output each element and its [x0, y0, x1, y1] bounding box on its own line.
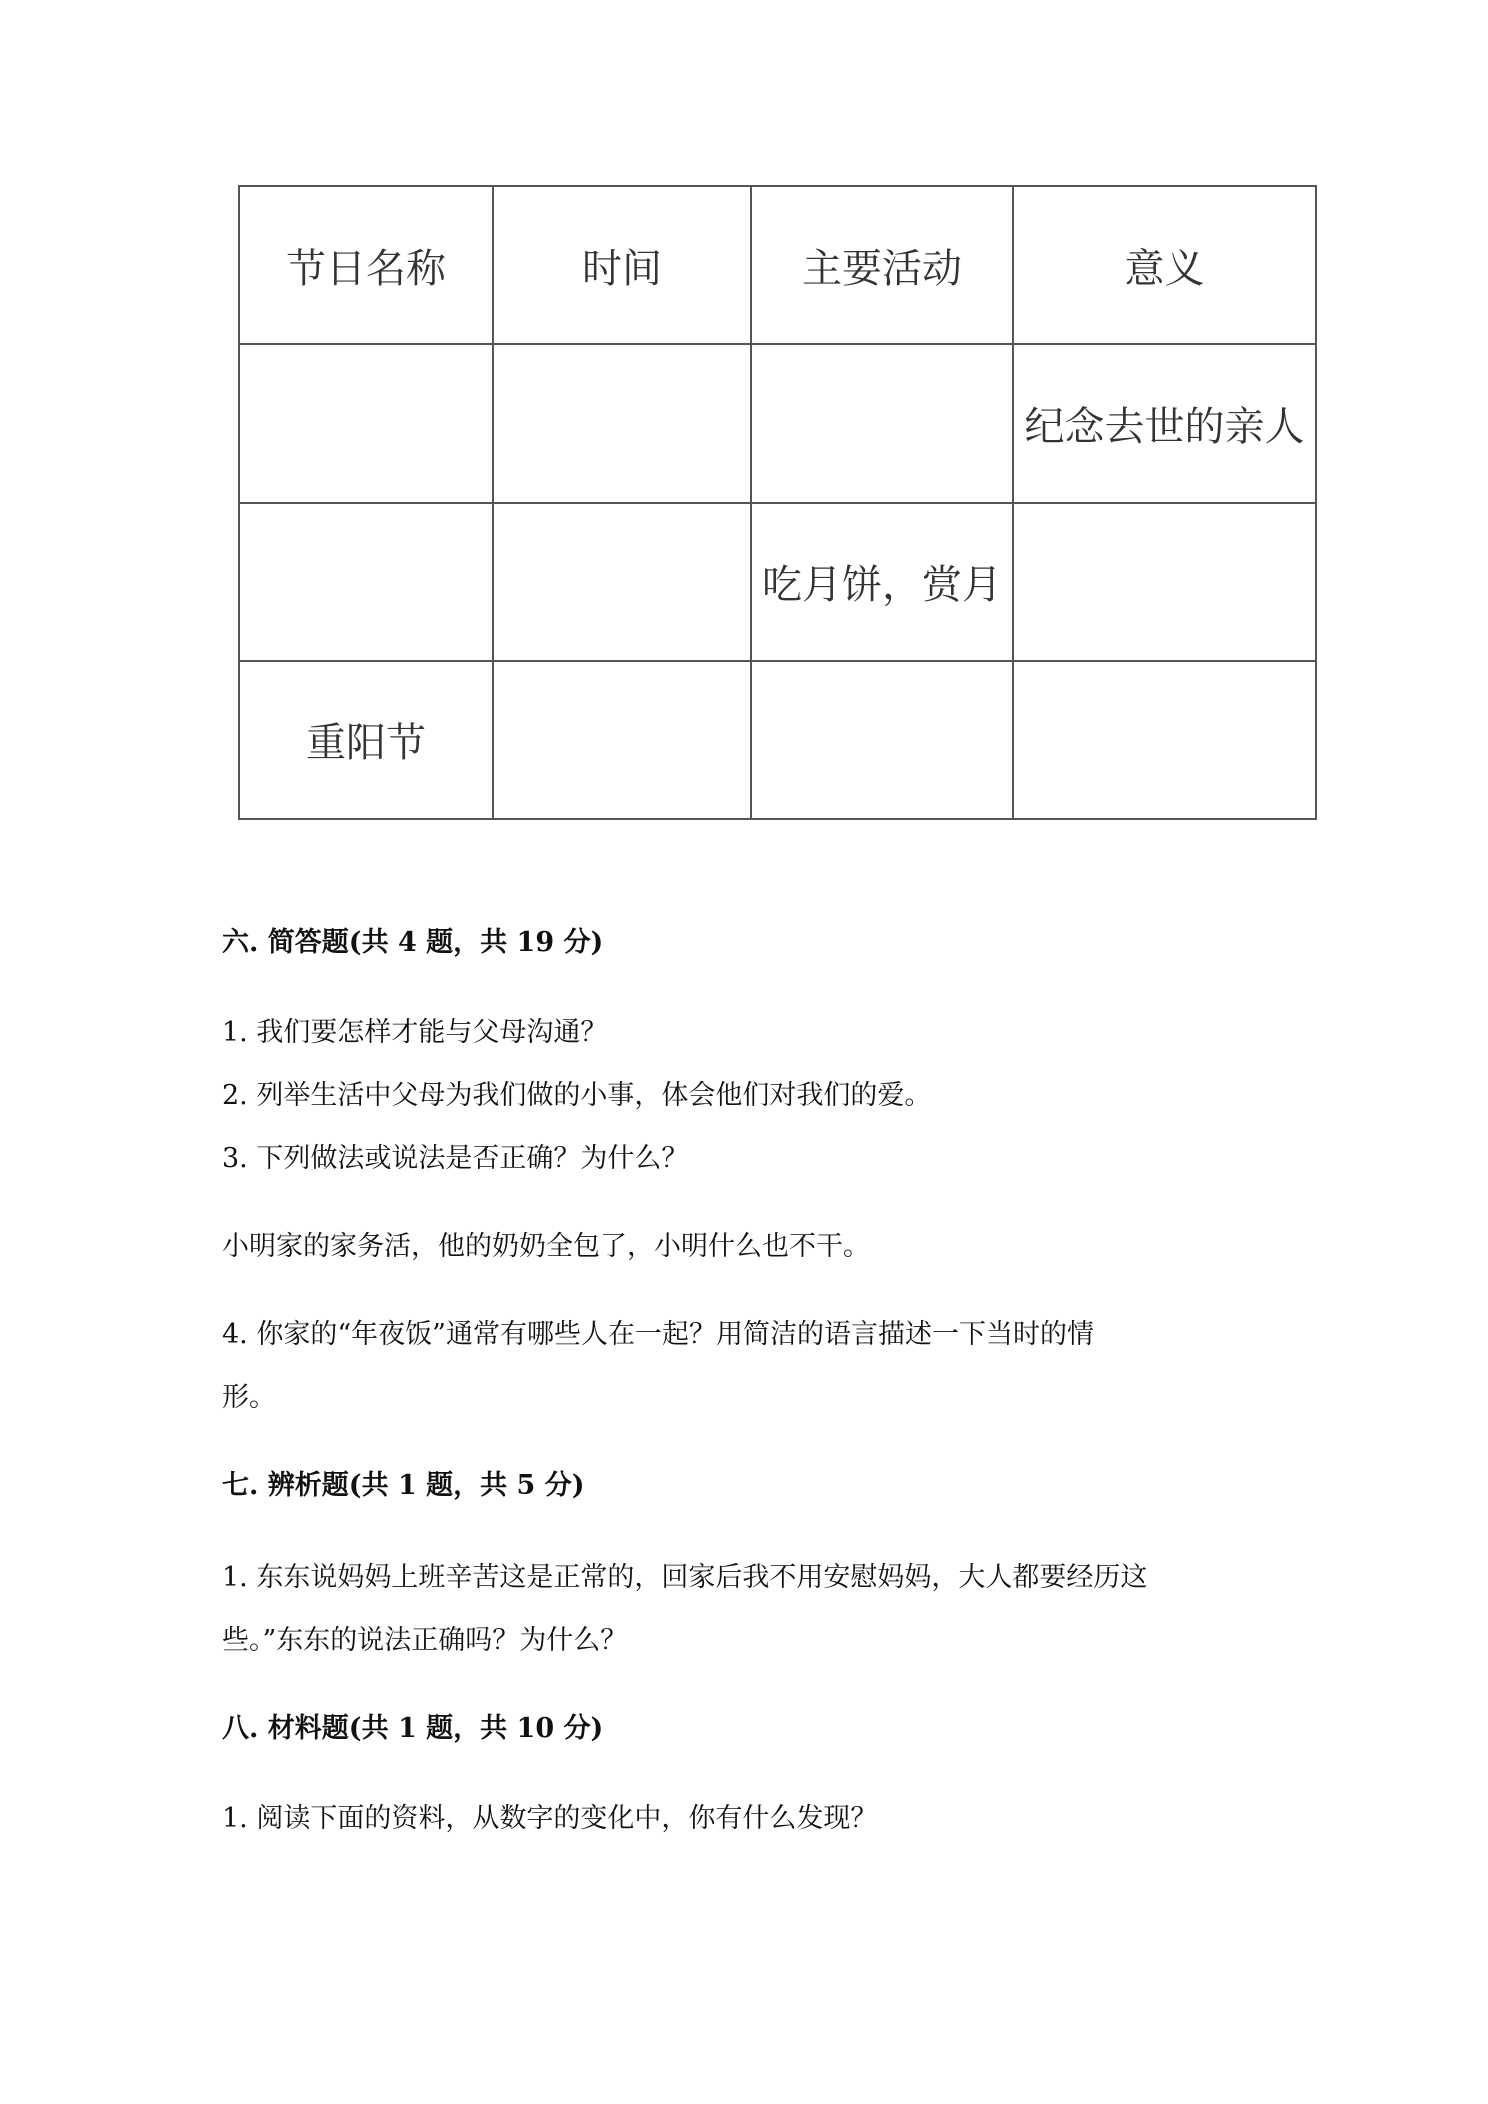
section-7-question-1: [222, 1546, 1272, 1672]
question-text: 1. 我们要怎样才能与父母沟通？: [222, 1017, 608, 1048]
table-row: [239, 344, 1316, 502]
header-time: 时间: [493, 186, 751, 344]
section-6-question-3-material: [222, 1215, 1272, 1278]
table-cell: [493, 503, 751, 661]
table-cell: [493, 661, 751, 819]
question-text-line1: 4. 你家的“年夜饭”通常有哪些人在一起？用简洁的语言描述一下当时的情: [222, 1319, 1094, 1350]
material-text: 小明家的家务活，他的奶奶全包了，小明什么也不干。: [222, 1231, 870, 1262]
question-text-line2: 形。: [222, 1382, 276, 1413]
festival-table: [238, 185, 1317, 820]
header-meaning: 意义: [1013, 186, 1316, 344]
section-6-question-1: [222, 1001, 1272, 1064]
section-7-title: 七. 辨析题(共 1 题，共 5 分): [222, 1470, 585, 1501]
table-cell: [751, 661, 1013, 819]
question-text: 1. 阅读下面的资料，从数字的变化中，你有什么发现？: [222, 1803, 878, 1834]
table-row: [239, 503, 1316, 661]
table-cell: [239, 344, 493, 502]
table-cell: 纪念去世的亲人: [1013, 344, 1316, 502]
question-text-line1: 1. 东东说妈妈上班辛苦这是正常的，回家后我不用安慰妈妈，大人都要经历这: [222, 1562, 1148, 1593]
question-text-line2: 些。”东东的说法正确吗？为什么？: [222, 1625, 628, 1656]
section-8-title: 八. 材料题(共 1 题，共 10 分): [222, 1713, 604, 1744]
section-6-question-2: [222, 1064, 1272, 1127]
section-6-question-4: [222, 1303, 1272, 1429]
table-cell: [1013, 503, 1316, 661]
table-header-row: [239, 186, 1316, 344]
header-main-activity: 主要活动: [751, 186, 1013, 344]
table-cell: [493, 344, 751, 502]
table-cell: [751, 344, 1013, 502]
table-cell: [239, 503, 493, 661]
header-festival-name: 节日名称: [239, 186, 493, 344]
section-6-title: 六. 简答题(共 4 题，共 19 分): [222, 927, 604, 958]
section-6-question-3: [222, 1127, 1272, 1190]
table-cell: 重阳节: [239, 661, 493, 819]
table-cell: [1013, 661, 1316, 819]
question-text: 3. 下列做法或说法是否正确？为什么？: [222, 1143, 689, 1174]
section-8-question-1: [222, 1787, 1272, 1850]
table-row: [239, 661, 1316, 819]
table-cell: 吃月饼，赏月: [751, 503, 1013, 661]
question-text: 2. 列举生活中父母为我们做的小事，体会他们对我们的爱。: [222, 1080, 932, 1111]
